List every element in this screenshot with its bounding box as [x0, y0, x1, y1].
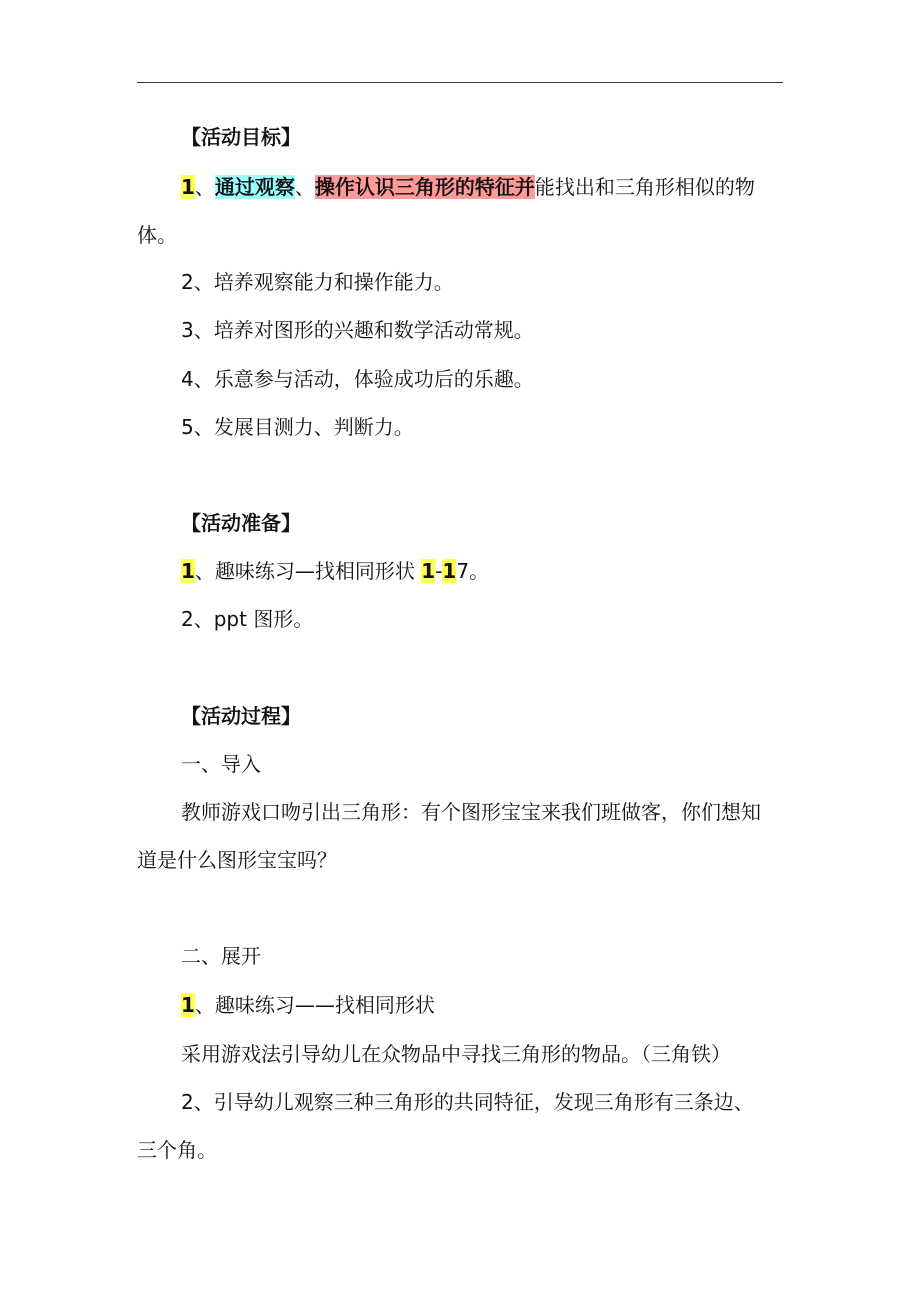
- prep-item-1: [181, 556, 489, 586]
- goals-item-2: 2、培养观察能力和操作能力。: [181, 270, 454, 294]
- range-end-digit: 1: [442, 559, 457, 583]
- step-1-text: 教师游戏口吻引出三角形：有个图形宝宝来我们班做客，你们想知: [181, 800, 761, 824]
- goals-item-5: 5、发展目测力、判断力。: [181, 415, 414, 439]
- goals-heading: 【活动目标】: [181, 125, 301, 149]
- goals-item-1: [181, 172, 755, 202]
- item-number: 1: [181, 175, 195, 199]
- goals-item-4: 4、乐意参与活动，体验成功后的乐趣。: [181, 367, 534, 391]
- highlight-cyan: 通过观察: [214, 175, 295, 199]
- step-2-item-1-text: 、趣味练习——找相同形状: [194, 993, 435, 1017]
- step-2-title: 二、展开: [181, 944, 261, 968]
- item-number: 1: [181, 993, 195, 1017]
- goals-item-1-continued: 体。: [137, 223, 177, 247]
- process-heading: 【活动过程】: [181, 704, 301, 728]
- prep-heading: 【活动准备】: [181, 511, 301, 535]
- step-2-text: 采用游戏法引导幼儿在众物品中寻找三角形的物品。（三角铁）: [181, 1042, 731, 1066]
- step-1-text-continued: 道是什么图形宝宝吗？: [137, 848, 337, 872]
- step-2-item-2: 2、引导幼儿观察三种三角形的共同特征，发现三角形有三条边、: [181, 1090, 754, 1114]
- goals-item-1-rest: 能找出和三角形相似的物: [534, 175, 755, 199]
- range-end-rest: 7。: [456, 559, 490, 583]
- prep-item-2: 2、ppt 图形。: [181, 607, 314, 631]
- step-1-title: 一、导入: [181, 752, 261, 776]
- highlight-red: 操作认识三角形的特征并: [314, 175, 535, 199]
- step-2-item-1: [181, 990, 435, 1020]
- goals-item-3: 3、培养对图形的兴趣和数学活动常规。: [181, 318, 534, 342]
- separator: 、: [294, 175, 315, 199]
- range-start: 1: [421, 559, 436, 583]
- range-dash: -: [435, 559, 443, 583]
- header-rule: [137, 82, 783, 83]
- separator: 、: [194, 175, 215, 199]
- item-number: 1: [181, 559, 195, 583]
- step-2-item-2-continued: 三个角。: [137, 1138, 217, 1162]
- prep-item-1-text: 、趣味练习—找相同形状: [194, 559, 422, 583]
